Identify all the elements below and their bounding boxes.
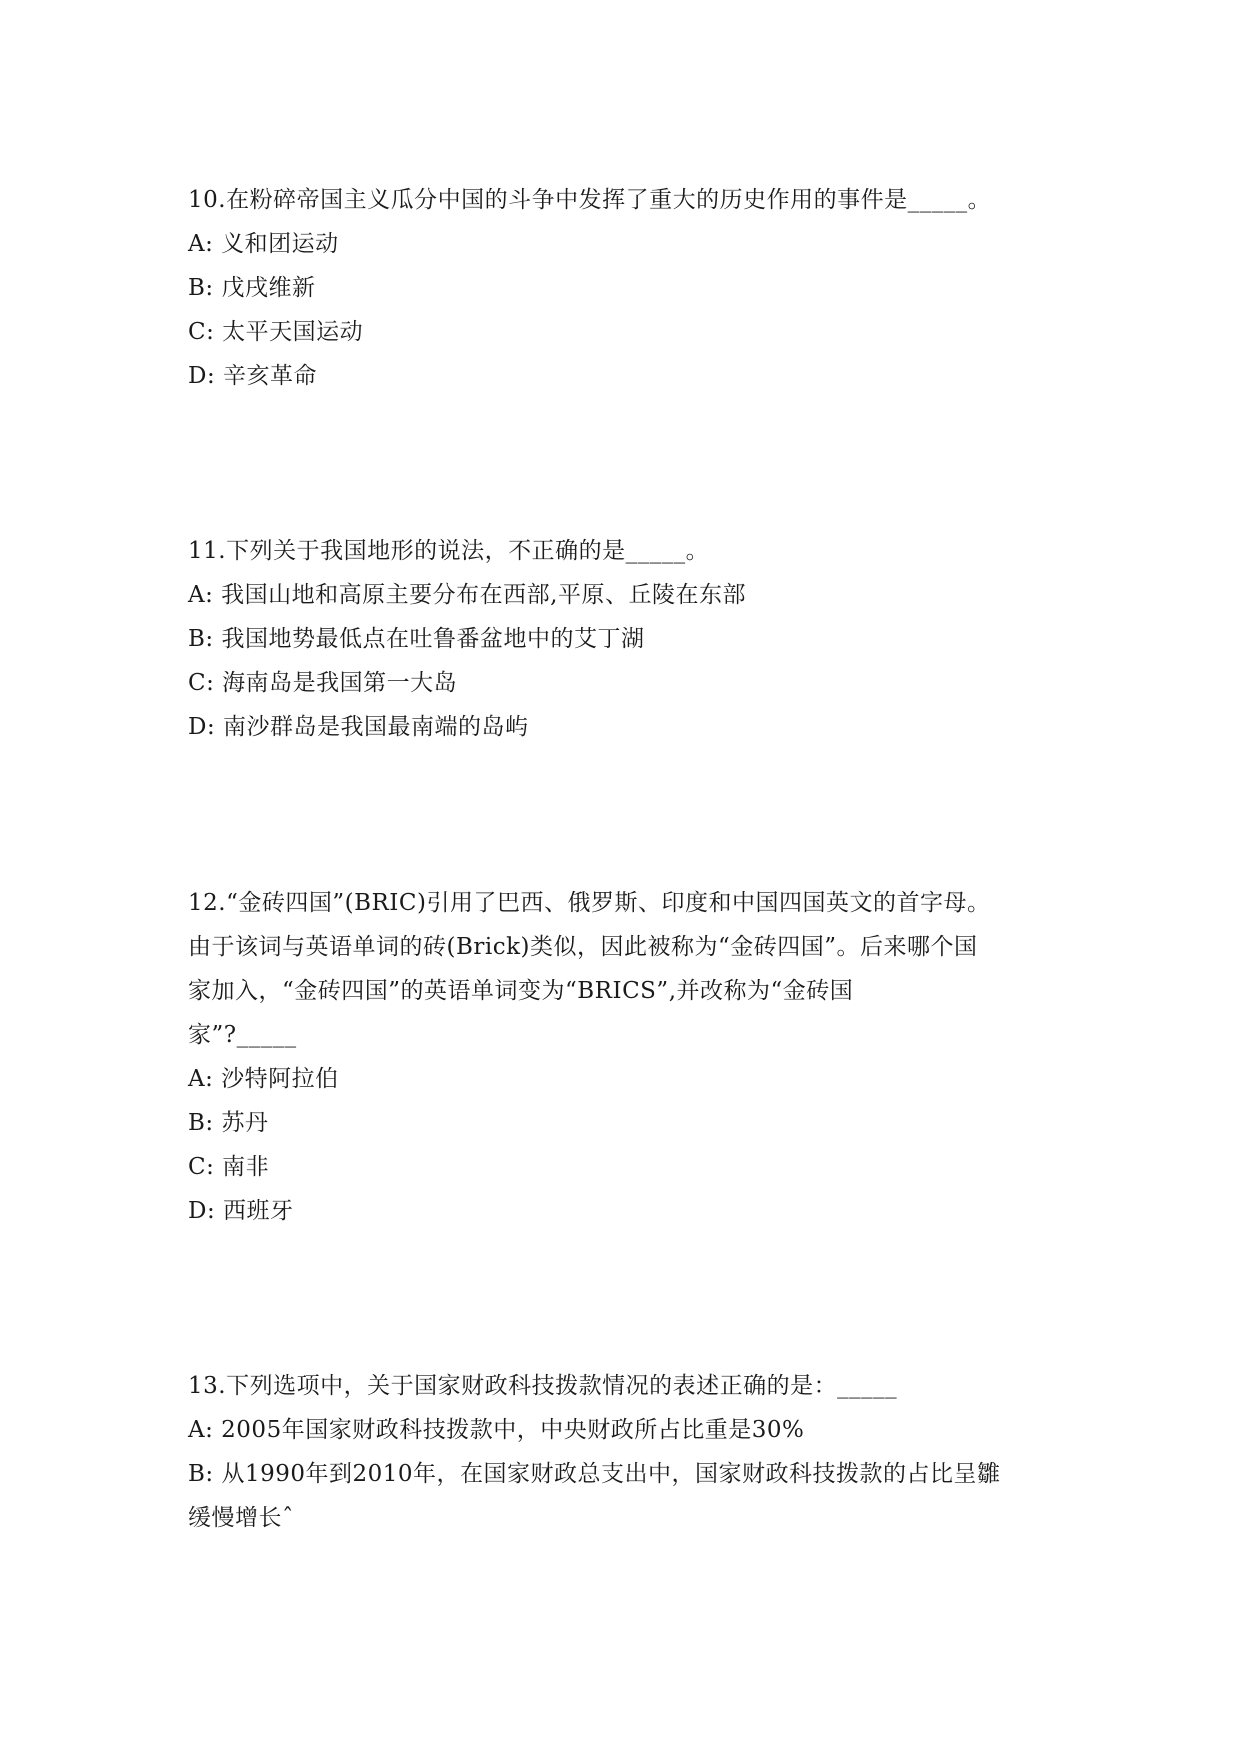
question-12-option-a: A: 沙特阿拉伯 [188, 1066, 339, 1092]
question-13-option-b-line-2: 缓慢增长ˆ [188, 1505, 294, 1531]
question-12-stem-line-1: 12.“金砖四国”(BRIC)引用了巴西、俄罗斯、印度和中国四国英文的首字母。 [188, 890, 991, 916]
question-10-option-a: A: 义和团运动 [188, 231, 339, 257]
question-12-option-d: D: 西班牙 [188, 1198, 294, 1224]
question-13-option-a: A: 2005年国家财政科技拨款中，中央财政所占比重是30% [188, 1417, 805, 1443]
question-12-option-c: C: 南非 [188, 1154, 270, 1180]
question-12-stem-line-4: 家”?_____ [188, 1022, 297, 1048]
question-11-option-c: C: 海南岛是我国第一大岛 [188, 670, 458, 696]
question-11-option-d: D: 南沙群岛是我国最南端的岛屿 [188, 714, 529, 740]
question-12-stem-line-2: 由于该词与英语单词的砖(Brick)类似，因此被称为“金砖四国”。后来哪个国 [188, 934, 978, 960]
question-13-stem: 13.下列选项中，关于国家财政科技拨款情况的表述正确的是：_____ [188, 1373, 898, 1399]
question-11-option-b: B: 我国地势最低点在吐鲁番盆地中的艾丁湖 [188, 626, 645, 652]
question-11-option-a: A: 我国山地和高原主要分布在西部,平原、丘陵在东部 [188, 582, 746, 608]
question-10-option-d: D: 辛亥革命 [188, 363, 318, 389]
question-11-stem: 11.下列关于我国地形的说法，不正确的是_____。 [188, 538, 710, 564]
question-10-option-b: B: 戊戌维新 [188, 275, 316, 301]
question-12-option-b: B: 苏丹 [188, 1110, 269, 1136]
question-13-option-b-line-1: B: 从1990年到2010年，在国家财政总支出中，国家财政科技拨款的占比呈雛 [188, 1461, 1001, 1487]
question-10-option-c: C: 太平天国运动 [188, 319, 364, 345]
question-10-stem: 10.在粉碎帝国主义瓜分中国的斗争中发挥了重大的历史作用的事件是_____。 [188, 187, 992, 213]
question-12-stem-line-3: 家加入，“金砖四国”的英语单词变为“BRICS”,并改称为“金砖国 [188, 978, 854, 1004]
